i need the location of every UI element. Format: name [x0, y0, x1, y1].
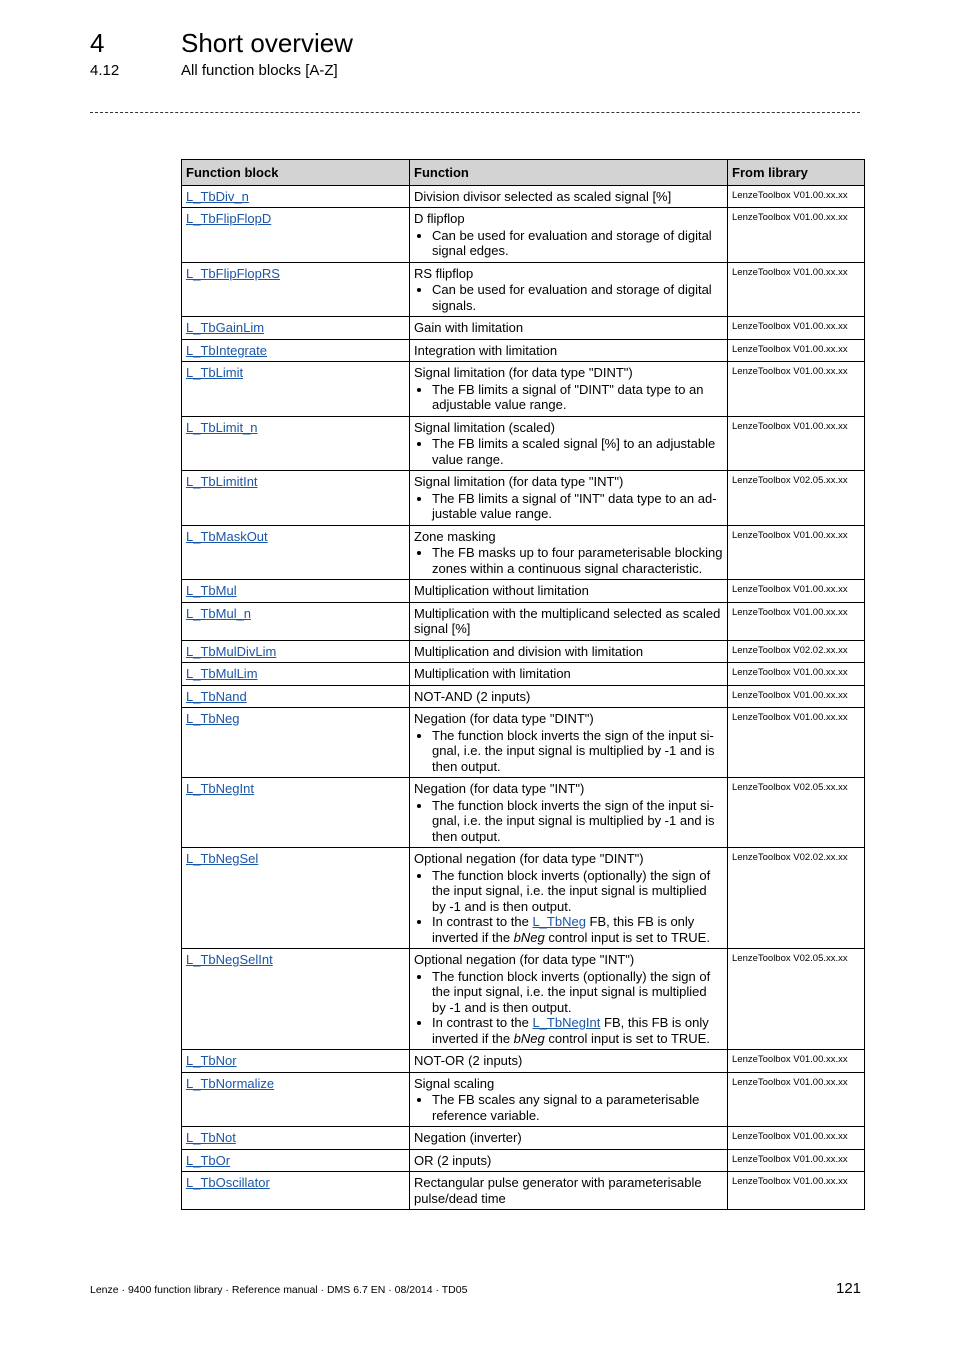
table-row — [182, 262, 865, 317]
function-description: Signal limitation (scaled) — [414, 419, 555, 435]
function-description: Multiplication and division with limitation — [414, 643, 644, 659]
cell-function-block — [182, 339, 410, 362]
cell-function-block — [182, 262, 410, 317]
function-bullet-list — [414, 228, 723, 259]
function-description: Optional negation (for data type "DINT") — [414, 851, 644, 866]
function-block-link[interactable]: L_TbIntegrate — [186, 342, 267, 358]
cell-function-block — [182, 778, 410, 848]
function-description: RS flipflop — [414, 265, 474, 281]
cell-from-library: LenzeToolbox V01.00.xx.xx — [728, 262, 865, 317]
table-row — [182, 362, 865, 417]
cell-from-library: LenzeToolbox V02.05.xx.xx — [728, 778, 865, 848]
cell-function-block — [182, 362, 410, 417]
cell-from-library: LenzeToolbox V02.05.xx.xx — [728, 949, 865, 1050]
cell-function-block — [182, 602, 410, 640]
cell-from-library: LenzeToolbox V01.00.xx.xx — [728, 208, 865, 263]
table-row — [182, 663, 865, 686]
cell-function — [410, 663, 728, 686]
function-block-link[interactable]: L_TbOscillator — [186, 1175, 270, 1190]
function-description: Zone masking — [414, 528, 496, 544]
cell-function — [410, 1172, 728, 1210]
cell-function-block — [182, 640, 410, 663]
cell-function-block — [182, 416, 410, 471]
cell-function — [410, 1050, 728, 1073]
note-text: FB, this FB is only inverted if the — [432, 1015, 709, 1046]
cell-function-block — [182, 1149, 410, 1172]
note-link[interactable]: L_TbNegInt — [532, 1015, 601, 1030]
table-row — [182, 1172, 865, 1210]
table-row — [182, 471, 865, 526]
section-title: All function blocks [A-Z] — [181, 62, 338, 79]
function-bullet-list — [414, 491, 723, 522]
cell-function-block — [182, 848, 410, 949]
cell-function-block — [182, 471, 410, 526]
function-block-link[interactable]: L_TbNand — [186, 688, 247, 704]
function-description: Multiplication with limitation — [414, 666, 571, 681]
function-bullet: • The FB masks up to four parameterisable blocking zones within a continuous signal characteristic. — [432, 545, 723, 576]
table-row — [182, 317, 865, 340]
cell-function — [410, 685, 728, 708]
cell-function-block — [182, 525, 410, 580]
function-block-link[interactable]: L_TbNegInt — [186, 781, 254, 796]
cell-function — [410, 848, 728, 949]
cell-from-library: LenzeToolbox V01.00.xx.xx — [728, 1127, 865, 1150]
function-bullet-list — [414, 436, 723, 467]
cell-from-library: LenzeToolbox V01.00.xx.xx — [728, 362, 865, 417]
cell-function — [410, 471, 728, 526]
function-description: Multiplication without limitation — [414, 583, 589, 598]
function-bullet: • The function block inverts (optionally) the sign of the input signal, i.e. the input signal is multiplied by -1 and is then output. — [432, 969, 723, 1016]
cell-from-library: LenzeToolbox V01.00.xx.xx — [728, 185, 865, 208]
function-block-link[interactable]: L_TbLimit — [186, 365, 244, 380]
cell-from-library: LenzeToolbox V01.00.xx.xx — [728, 1149, 865, 1172]
table-row — [182, 1072, 865, 1127]
cell-from-library: LenzeToolbox V01.00.xx.xx — [728, 339, 865, 362]
table-row — [182, 1149, 865, 1172]
cell-function-block — [182, 949, 410, 1050]
cell-function-block — [182, 708, 410, 778]
function-bullet: • The function block inverts the sign of the input signal, i.e. the input signal is multiplied by -1 and is then output. — [432, 798, 723, 845]
cell-function — [410, 949, 728, 1050]
function-block-link[interactable]: L_TbFlipFlopRS — [186, 265, 280, 281]
function-bullet-list — [414, 545, 723, 576]
function-block-link[interactable]: L_TbNegSelInt — [186, 952, 273, 967]
function-block-link[interactable]: L_TbNegSel — [186, 851, 259, 866]
cell-function-block — [182, 663, 410, 686]
cell-from-library: LenzeToolbox V01.00.xx.xx — [728, 416, 865, 471]
cell-function-block — [182, 1072, 410, 1127]
function-block-link[interactable]: L_TbMaskOut — [186, 528, 268, 544]
function-bullet: • The FB scales any signal to a parameterisable reference variable. — [432, 1092, 723, 1123]
cell-function — [410, 602, 728, 640]
note-text: In contrast to the — [432, 1015, 533, 1030]
function-description: NOT-AND (2 inputs) — [414, 688, 531, 704]
cell-function — [410, 708, 728, 778]
function-description: D flipflop — [414, 211, 465, 226]
cell-from-library: LenzeToolbox V02.05.xx.xx — [728, 471, 865, 526]
cell-from-library: LenzeToolbox V01.00.xx.xx — [728, 708, 865, 778]
function-bullet: • The FB limits a signal of "DINT" data type to an adjustable value range. — [432, 382, 723, 413]
note-text: In contrast to the — [432, 914, 533, 929]
column-header-function: Function — [410, 160, 728, 186]
cell-from-library: LenzeToolbox V01.00.xx.xx — [728, 1172, 865, 1210]
function-bullet-list — [414, 1092, 723, 1123]
cell-function-block — [182, 580, 410, 603]
function-block-link[interactable]: L_TbLimitInt — [186, 474, 258, 489]
function-description: Optional negation (for data type "INT") — [414, 952, 635, 967]
function-description: OR (2 inputs) — [414, 1152, 492, 1168]
table-row — [182, 1050, 865, 1073]
function-description: Negation (for data type "INT") — [414, 781, 585, 796]
note-text: control input is set to TRUE. — [544, 929, 710, 945]
table-row — [182, 640, 865, 663]
function-bullet-list — [414, 282, 723, 313]
table-row — [182, 525, 865, 580]
cell-function — [410, 1149, 728, 1172]
note-link[interactable]: L_TbNeg — [532, 914, 586, 929]
cell-function-block — [182, 685, 410, 708]
cell-from-library: LenzeToolbox V01.00.xx.xx — [728, 685, 865, 708]
cell-function — [410, 317, 728, 340]
table-row — [182, 848, 865, 949]
table-row — [182, 708, 865, 778]
note-emphasis: bNeg — [513, 929, 545, 945]
cell-from-library: LenzeToolbox V01.00.xx.xx — [728, 602, 865, 640]
table-row — [182, 185, 865, 208]
cell-from-library: LenzeToolbox V01.00.xx.xx — [728, 580, 865, 603]
function-block-link[interactable]: L_TbNot — [186, 1130, 236, 1145]
cell-function — [410, 362, 728, 417]
cell-function — [410, 339, 728, 362]
function-bullet-list — [414, 798, 723, 845]
function-bullet-list — [414, 382, 723, 413]
table-header-row — [182, 160, 865, 186]
note-text: FB, this FB is only inverted if the — [432, 914, 695, 945]
function-description: Signal limitation (for data type "DINT") — [414, 365, 633, 380]
function-block-link[interactable]: L_TbMulDivLim — [186, 643, 277, 659]
note-emphasis: bNeg — [513, 1030, 545, 1046]
function-block-link[interactable]: L_TbNormalize — [186, 1075, 275, 1091]
cell-function — [410, 262, 728, 317]
cell-from-library: LenzeToolbox V01.00.xx.xx — [728, 1072, 865, 1127]
function-bullet-list — [414, 728, 723, 775]
column-header-function-block: Function block — [182, 160, 410, 186]
cell-function — [410, 1072, 728, 1127]
function-block-link[interactable]: L_TbLimit_n — [186, 419, 258, 435]
cell-function-block — [182, 1172, 410, 1210]
note-text: control input is set to TRUE. — [544, 1030, 710, 1046]
cell-function-block — [182, 185, 410, 208]
footer-text: Lenze · 9400 function library · Reference manual · DMS 6.7 EN · 08/2014 · TD05 — [90, 1284, 468, 1296]
table-row — [182, 602, 865, 640]
function-bullet: • The FB limits a signal of "INT" data type to an adjustable value range. — [432, 491, 723, 522]
section-number: 4.12 — [90, 62, 120, 79]
function-block-link[interactable]: L_TbNeg — [186, 711, 240, 726]
function-bullet: • The FB limits a scaled signal [%] to an adjustable value range. — [432, 436, 723, 467]
chapter-number: 4 — [90, 28, 105, 58]
cell-function — [410, 185, 728, 208]
header-divider — [90, 112, 860, 113]
function-note-bullet — [432, 1015, 723, 1046]
cell-from-library: LenzeToolbox V02.02.xx.xx — [728, 848, 865, 949]
function-block-link[interactable]: L_TbOr — [186, 1152, 231, 1168]
cell-function — [410, 778, 728, 848]
table-row — [182, 339, 865, 362]
function-description: Rectangular pulse generator with parameterisable pulse/dead time — [414, 1175, 702, 1206]
cell-function — [410, 416, 728, 471]
cell-function-block — [182, 1127, 410, 1150]
table-body — [182, 185, 865, 1210]
function-bullet: • Can be used for evaluation and storage of digital signal edges. — [432, 228, 723, 259]
cell-function-block — [182, 208, 410, 263]
column-header-from-library: From library — [728, 160, 865, 186]
table-row — [182, 1127, 865, 1150]
function-note-bullet — [432, 914, 723, 945]
chapter-title: Short overview — [181, 28, 353, 58]
function-block-link[interactable]: L_TbMul — [186, 583, 237, 598]
function-block-link[interactable]: L_TbMul_n — [186, 605, 252, 621]
function-description: NOT-OR (2 inputs) — [414, 1053, 523, 1068]
cell-function — [410, 640, 728, 663]
function-bullet: • The function block inverts (optionally) the sign of the input signal, i.e. the input signal is multiplied by -1 and is then output. — [432, 868, 723, 915]
table-row — [182, 416, 865, 471]
function-description: Gain with limitation — [414, 320, 524, 335]
function-bullet: • Can be used for evaluation and storage of digital signals. — [432, 282, 723, 313]
function-block-link[interactable]: L_TbDiv_n — [186, 188, 249, 204]
function-description: Negation (for data type "DINT") — [414, 711, 594, 726]
function-description: Multiplication with the multiplicand selected as scaled signal [%] — [414, 605, 721, 636]
function-block-link[interactable]: L_TbFlipFlopD — [186, 211, 272, 226]
cell-from-library: LenzeToolbox V01.00.xx.xx — [728, 525, 865, 580]
table-row — [182, 949, 865, 1050]
page-number: 121 — [836, 1280, 862, 1297]
table-row — [182, 685, 865, 708]
function-block-link[interactable]: L_TbGainLim — [186, 320, 265, 335]
table-row — [182, 580, 865, 603]
function-description: Integration with limitation — [414, 342, 558, 358]
function-description: Negation (inverter) — [414, 1130, 522, 1145]
function-bullet: • The function block inverts the sign of the input signal, i.e. the input signal is multiplied by -1 and is then output. — [432, 728, 723, 775]
function-block-table — [181, 159, 865, 1210]
cell-from-library: LenzeToolbox V02.02.xx.xx — [728, 640, 865, 663]
cell-from-library: LenzeToolbox V01.00.xx.xx — [728, 663, 865, 686]
table-row — [182, 208, 865, 263]
table-row — [182, 778, 865, 848]
function-description: Division divisor selected as scaled signal [%] — [414, 188, 672, 204]
cell-function — [410, 580, 728, 603]
cell-function — [410, 525, 728, 580]
function-block-link[interactable]: L_TbMulLim — [186, 666, 258, 681]
function-bullet-list — [414, 969, 723, 1047]
cell-function-block — [182, 317, 410, 340]
cell-from-library: LenzeToolbox V01.00.xx.xx — [728, 1050, 865, 1073]
function-description: Signal scaling — [414, 1075, 495, 1091]
cell-function-block — [182, 1050, 410, 1073]
cell-from-library: LenzeToolbox V01.00.xx.xx — [728, 317, 865, 340]
function-bullet-list — [414, 868, 723, 946]
cell-function — [410, 208, 728, 263]
cell-function — [410, 1127, 728, 1150]
function-description: Signal limitation (for data type "INT") — [414, 474, 624, 489]
function-block-link[interactable]: L_TbNor — [186, 1053, 237, 1068]
